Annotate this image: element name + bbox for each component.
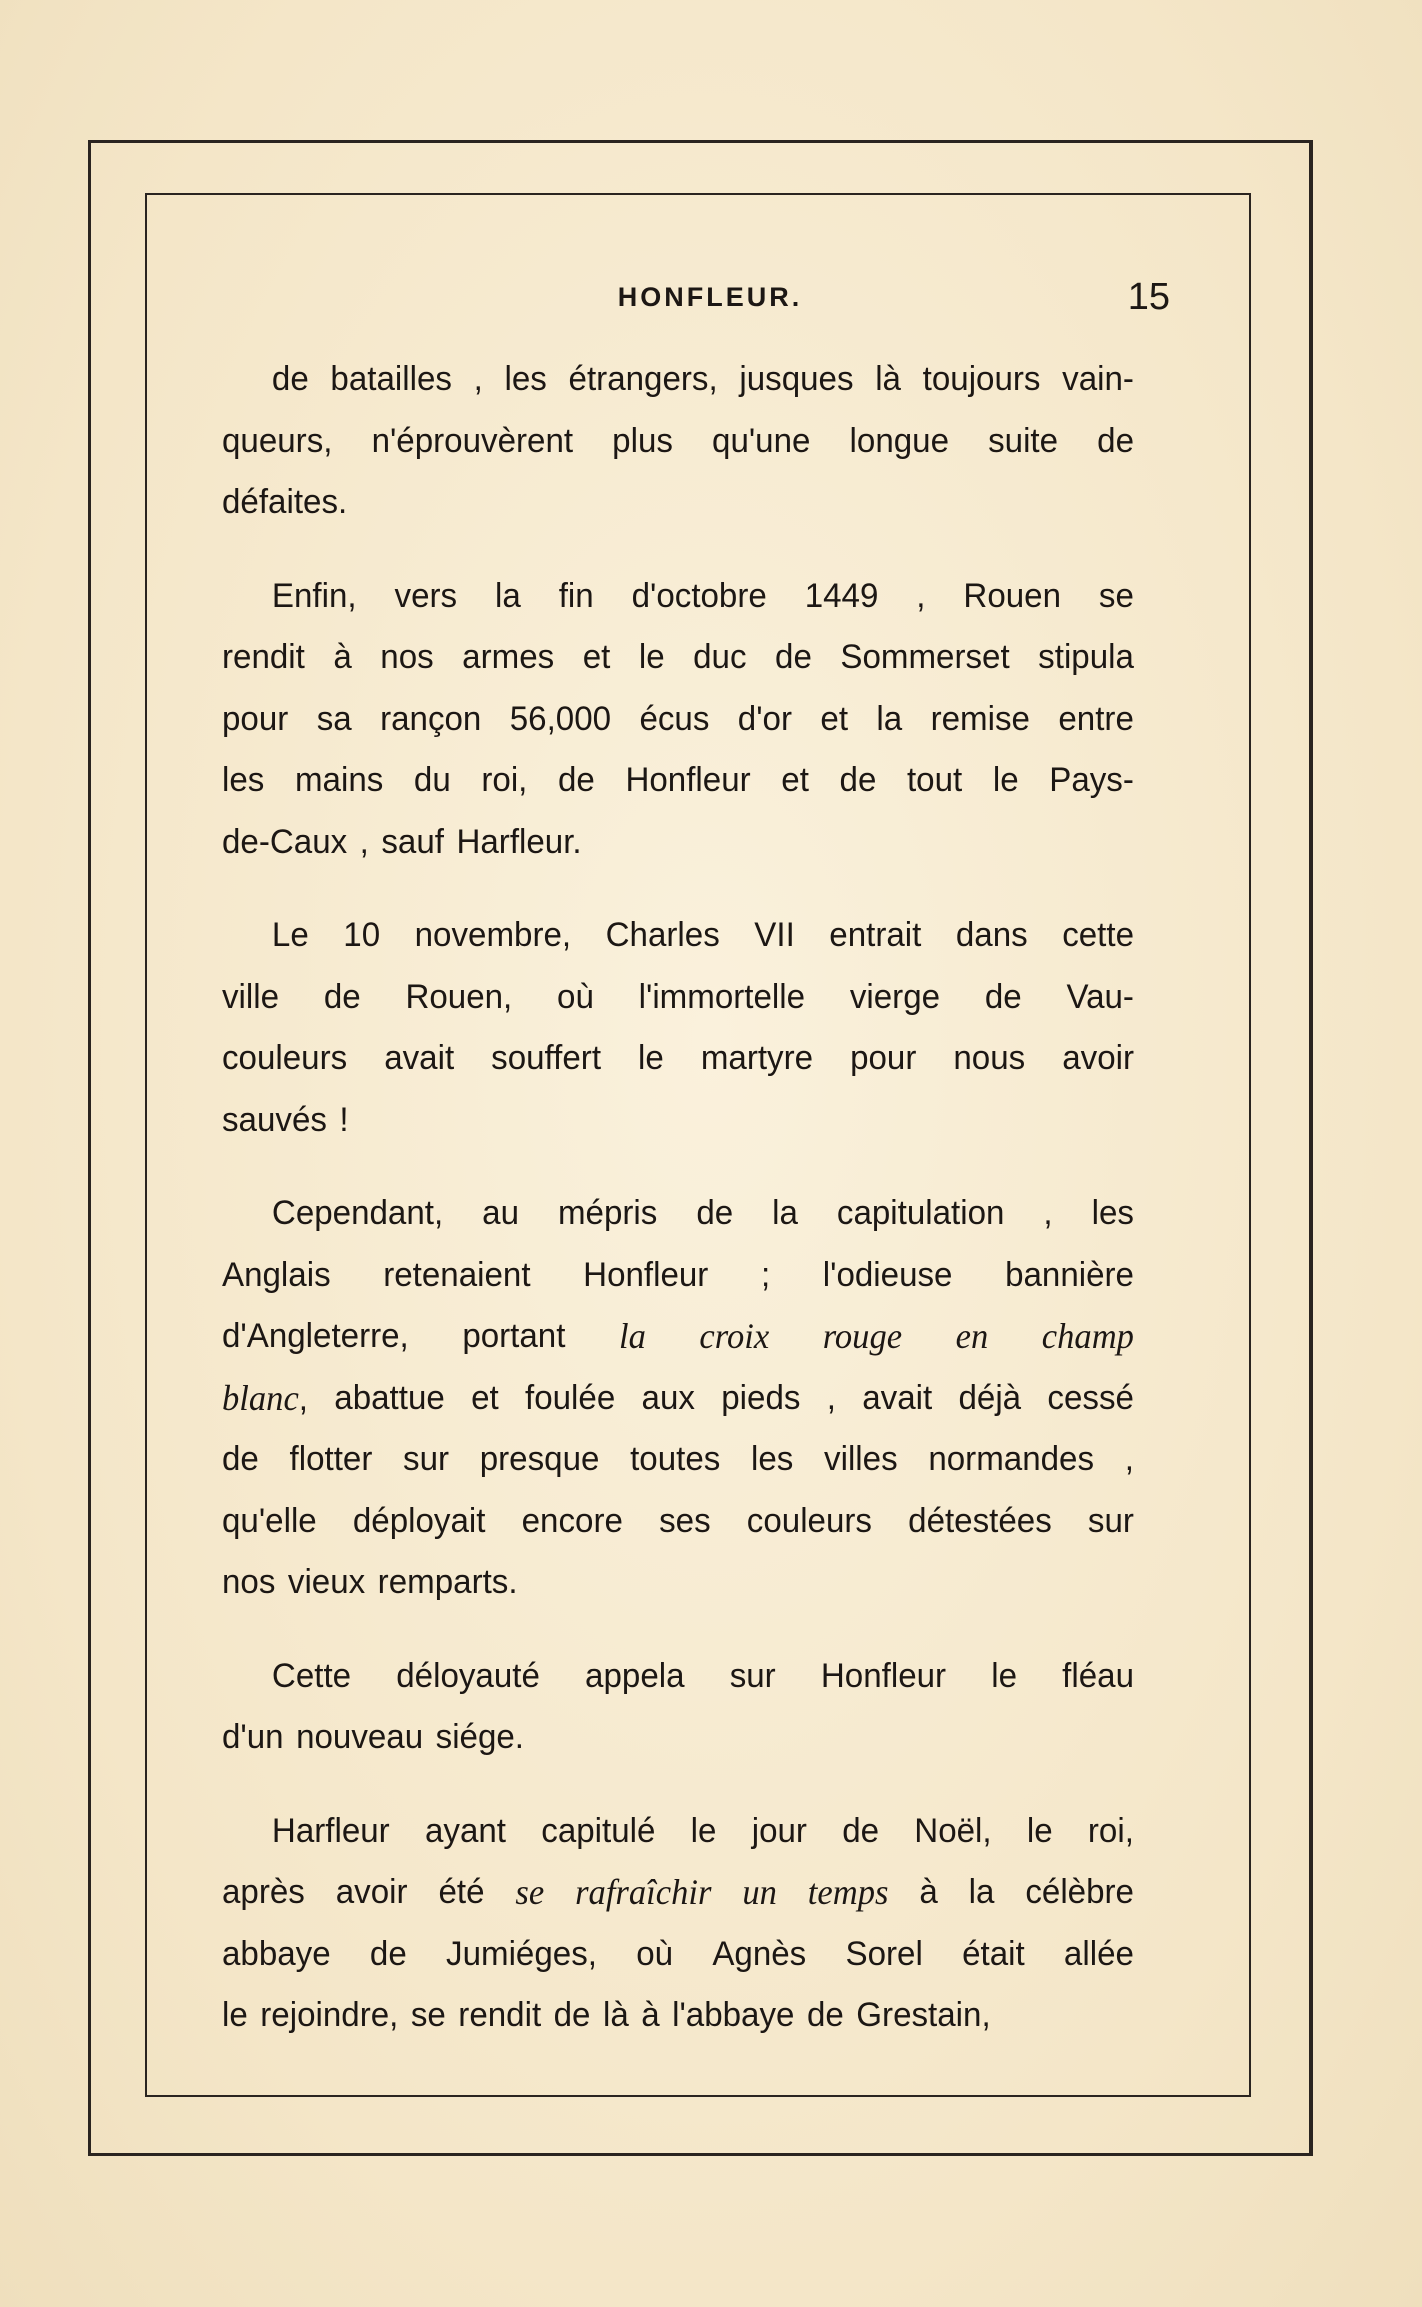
word: de xyxy=(775,638,812,676)
word: ayant xyxy=(424,1811,507,1850)
text-line xyxy=(222,472,1134,534)
word: ses xyxy=(659,1501,711,1540)
word: se xyxy=(410,1996,446,2034)
word: Enfin, xyxy=(271,576,357,615)
word: champ xyxy=(1041,1316,1134,1356)
word: été xyxy=(438,1873,485,1911)
text-line xyxy=(222,566,1134,628)
word: au xyxy=(482,1194,519,1232)
word: de xyxy=(696,1194,734,1232)
text-line xyxy=(222,1985,1134,2047)
word: qu'une xyxy=(712,421,811,460)
word: remise xyxy=(930,699,1030,738)
word: VII xyxy=(754,916,795,954)
word: célèbre xyxy=(1025,1873,1134,1911)
word: , xyxy=(826,1378,836,1417)
word: couleurs xyxy=(222,1039,348,1077)
word: rendit xyxy=(222,638,305,676)
word: déployait xyxy=(352,1501,486,1540)
text-line xyxy=(222,1707,1134,1769)
text-line xyxy=(222,750,1134,812)
word: étrangers, xyxy=(568,360,718,398)
word: pour xyxy=(222,699,289,738)
word: Le xyxy=(271,916,309,954)
word: tout xyxy=(906,761,963,799)
word: le xyxy=(638,638,665,676)
word: et xyxy=(582,638,611,676)
word: d'or xyxy=(737,699,792,738)
word: jour xyxy=(751,1811,807,1850)
word: et xyxy=(471,1378,499,1417)
word: les xyxy=(751,1440,794,1478)
word: et xyxy=(820,699,849,738)
word: rejoindre, xyxy=(260,1996,399,2034)
word: de xyxy=(558,761,595,799)
word: temps xyxy=(807,1872,889,1912)
word: avait xyxy=(384,1039,455,1077)
word: toujours xyxy=(922,360,1041,398)
word: Vau- xyxy=(1066,977,1134,1016)
word: villes xyxy=(824,1440,898,1478)
text-line xyxy=(222,1646,1134,1708)
word: Cependant, xyxy=(271,1194,444,1232)
word: du xyxy=(413,761,451,799)
text-line xyxy=(222,1429,1134,1491)
word: stipula xyxy=(1038,638,1134,676)
word: Noël, xyxy=(914,1811,992,1850)
word: avoir xyxy=(335,1873,408,1911)
word: et xyxy=(781,761,809,799)
word: normandes xyxy=(928,1440,1095,1478)
word: de xyxy=(842,1811,880,1850)
word: de xyxy=(984,977,1022,1016)
word: l'immortelle xyxy=(638,977,806,1016)
word: les xyxy=(504,360,547,398)
word: après xyxy=(222,1873,305,1911)
word: de-Caux xyxy=(222,822,348,861)
word: Harfleur. xyxy=(456,822,582,861)
word: là xyxy=(602,1996,629,2034)
text-line xyxy=(222,1090,1134,1152)
word: avait xyxy=(862,1378,933,1417)
word: jusques xyxy=(739,360,854,398)
word: Rouen xyxy=(963,576,1062,615)
word: pour xyxy=(850,1039,917,1077)
word: en xyxy=(955,1316,989,1356)
word: encore xyxy=(521,1501,623,1540)
word: 56,000 xyxy=(509,699,612,738)
word: vain- xyxy=(1062,360,1134,398)
word: l'odieuse xyxy=(822,1255,953,1294)
text-line xyxy=(222,411,1134,473)
word: aux xyxy=(641,1378,695,1417)
word: croix xyxy=(699,1316,770,1356)
word: bannière xyxy=(1005,1255,1134,1294)
word: roi, xyxy=(481,761,528,799)
word: de xyxy=(323,977,361,1016)
text-line xyxy=(222,1183,1134,1245)
word: allée xyxy=(1063,1934,1134,1973)
text-line xyxy=(222,1245,1134,1307)
word: nous xyxy=(953,1039,1026,1077)
text-line xyxy=(222,1491,1134,1553)
word: se xyxy=(1098,576,1134,615)
word: entrait xyxy=(829,916,922,954)
word: de xyxy=(1097,421,1134,460)
word: souffert xyxy=(491,1039,602,1077)
word: le xyxy=(992,761,1019,799)
word: blanc, xyxy=(222,1377,308,1418)
word: fin xyxy=(558,576,594,615)
word: Cette xyxy=(271,1656,352,1695)
word: , xyxy=(916,576,926,615)
word: rendit xyxy=(458,1996,542,2034)
word: le xyxy=(638,1039,664,1077)
word: retenaient xyxy=(383,1255,531,1294)
word: presque xyxy=(479,1440,600,1478)
word: à xyxy=(641,1996,660,2034)
word: où xyxy=(557,977,594,1016)
word: pieds xyxy=(721,1378,801,1417)
word: siége. xyxy=(435,1718,525,1756)
word: entre xyxy=(1058,699,1134,738)
word: abattue xyxy=(334,1378,445,1417)
word: sur xyxy=(1087,1501,1134,1540)
word: les xyxy=(1091,1194,1134,1232)
word: la xyxy=(772,1194,798,1232)
word: nos xyxy=(222,1563,276,1601)
word: déjà xyxy=(958,1378,1022,1417)
word: novembre, xyxy=(414,916,572,954)
word: Sorel xyxy=(845,1934,923,1973)
word: , xyxy=(1124,1440,1134,1478)
word: capitulation xyxy=(836,1194,1005,1232)
word: là xyxy=(875,360,901,398)
word: ville xyxy=(222,977,280,1016)
word: d'Angleterre, xyxy=(222,1317,409,1355)
text-line xyxy=(222,349,1134,411)
word: Charles xyxy=(605,916,720,954)
word: toutes xyxy=(630,1440,721,1478)
word: , xyxy=(473,360,483,398)
word: de xyxy=(839,761,877,799)
text-line xyxy=(222,967,1134,1029)
word: roi, xyxy=(1087,1811,1134,1850)
word: Grestain, xyxy=(856,1996,991,2034)
word: mains xyxy=(294,761,384,799)
word: Harfleur xyxy=(271,1811,390,1850)
page-number: 15 xyxy=(1127,276,1170,318)
text-line xyxy=(222,1552,1134,1614)
word: écus xyxy=(639,699,710,738)
word: la xyxy=(968,1873,995,1911)
word: était xyxy=(962,1934,1025,1973)
word: détestées xyxy=(908,1501,1052,1540)
word: remparts. xyxy=(377,1563,518,1601)
word: cessé xyxy=(1047,1378,1134,1417)
word: avoir xyxy=(1062,1039,1134,1077)
word: Honfleur xyxy=(625,761,751,799)
text-line xyxy=(222,1368,1134,1430)
word: dans xyxy=(955,916,1028,954)
word: batailles xyxy=(330,360,452,398)
word: où xyxy=(636,1934,674,1973)
word: d'octobre xyxy=(631,576,767,615)
word: de xyxy=(553,1996,591,2034)
word: 1449 xyxy=(804,576,879,615)
word: longue xyxy=(849,421,950,460)
text-line xyxy=(222,1924,1134,1986)
word: nos xyxy=(380,638,434,676)
word: , xyxy=(1043,1194,1053,1232)
word: de xyxy=(369,1934,407,1973)
word: sur xyxy=(403,1440,450,1478)
word: le xyxy=(222,1996,248,2034)
word: ! xyxy=(339,1100,349,1139)
text-line xyxy=(222,1801,1134,1863)
word: de xyxy=(806,1996,844,2034)
word: 10 xyxy=(343,916,381,954)
body-text xyxy=(222,349,1134,2047)
word: Pays- xyxy=(1049,761,1134,799)
text-line xyxy=(222,1862,1134,1924)
word: vierge xyxy=(849,977,941,1016)
word: Anglais xyxy=(222,1255,331,1294)
word: plus xyxy=(612,421,673,460)
word: sauf xyxy=(381,822,444,861)
word: abbaye xyxy=(222,1934,331,1973)
word: Sommerset xyxy=(840,638,1010,676)
text-line xyxy=(222,1028,1134,1090)
word: le xyxy=(1026,1811,1053,1850)
word: flotter xyxy=(289,1440,373,1478)
word: à xyxy=(919,1873,938,1911)
word: qu'elle xyxy=(222,1501,317,1540)
word: défaites. xyxy=(222,483,348,521)
word: à xyxy=(333,638,352,676)
word: suite xyxy=(988,421,1059,460)
word: martyre xyxy=(700,1039,814,1077)
word: duc xyxy=(693,638,747,676)
word: sur xyxy=(729,1656,776,1695)
word: vers xyxy=(394,576,458,615)
text-line xyxy=(222,1306,1134,1368)
word: le xyxy=(690,1811,717,1850)
text-line xyxy=(222,905,1134,967)
word: ; xyxy=(760,1255,771,1294)
word: la xyxy=(618,1316,646,1356)
word: Agnès xyxy=(712,1934,807,1973)
word: rouge xyxy=(822,1316,903,1356)
word: capitulé xyxy=(541,1811,656,1850)
word: nouveau xyxy=(296,1718,424,1756)
text-line xyxy=(222,812,1134,874)
word: foulée xyxy=(525,1378,616,1417)
text-line xyxy=(222,689,1134,751)
word: rançon xyxy=(380,699,482,738)
word: un xyxy=(742,1872,777,1912)
word: d'un xyxy=(222,1718,284,1756)
word: sa xyxy=(316,699,352,738)
word: couleurs xyxy=(746,1501,872,1540)
word: Rouen, xyxy=(405,977,513,1016)
word: de xyxy=(222,1440,259,1478)
word: Honfleur xyxy=(820,1656,947,1695)
word: , xyxy=(359,822,369,861)
word: vieux xyxy=(287,1563,366,1601)
running-head: HONFLEUR. xyxy=(617,282,803,312)
word: les xyxy=(222,761,265,799)
word: se xyxy=(515,1872,545,1912)
word: appela xyxy=(585,1656,685,1695)
word: n'éprouvèrent xyxy=(371,421,574,460)
word: l'abbaye xyxy=(672,1996,795,2034)
word: fléau xyxy=(1062,1656,1134,1695)
word: le xyxy=(991,1656,1018,1695)
word: Jumiéges, xyxy=(446,1934,597,1973)
word: la xyxy=(876,699,903,738)
word: portant xyxy=(462,1317,566,1355)
word: Honfleur xyxy=(583,1255,709,1294)
text-line xyxy=(222,627,1134,689)
word: sauvés xyxy=(222,1100,327,1139)
word: la xyxy=(495,576,521,615)
word: armes xyxy=(462,638,555,676)
word: rafraîchir xyxy=(575,1872,712,1912)
word: mépris xyxy=(557,1194,658,1232)
word: queurs, xyxy=(222,421,333,460)
word: déloyauté xyxy=(396,1656,540,1695)
word: de xyxy=(271,360,309,398)
word: cette xyxy=(1062,916,1134,954)
